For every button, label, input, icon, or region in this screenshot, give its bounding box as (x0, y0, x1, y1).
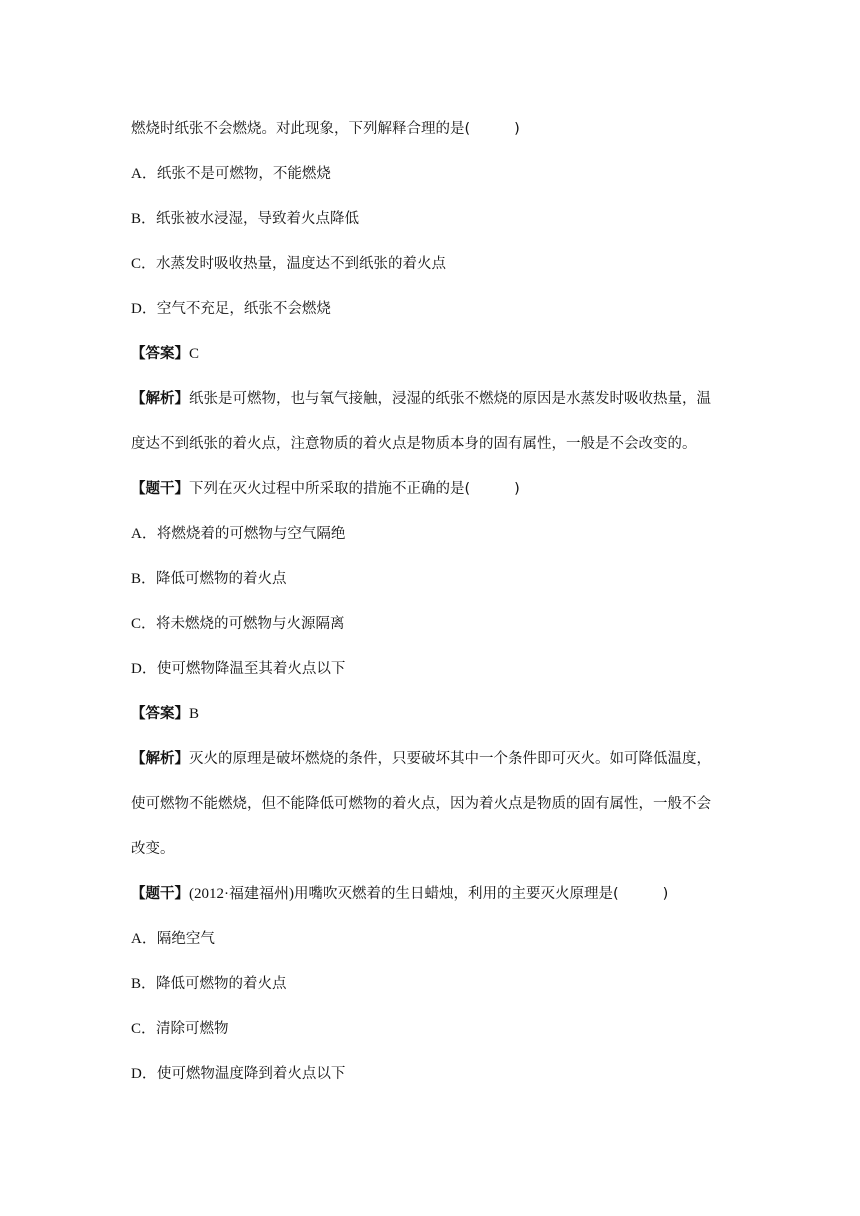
q1-option-d (131, 299, 741, 319)
q2-answer (131, 704, 741, 724)
option-letter: D． (131, 301, 157, 317)
q2-option-d (131, 659, 741, 679)
q1-stem-text: 燃烧时纸张不会燃烧。对此现象，下列解释合理的是( (131, 121, 471, 137)
q2-analysis-line-3 (131, 839, 741, 859)
q1-stem-close: ) (514, 121, 520, 137)
option-letter: B． (131, 976, 157, 992)
analysis-text: 改变。 (131, 841, 175, 857)
q3-stem (131, 884, 741, 904)
q3-option-a (131, 929, 741, 949)
q2-stem (131, 479, 741, 499)
q2-option-b (131, 569, 741, 589)
option-letter: A． (131, 526, 157, 542)
option-letter: A． (131, 931, 157, 947)
option-text: 使可燃物温度降到着火点以下 (156, 1066, 346, 1082)
q1-analysis-line-1 (131, 389, 741, 409)
q2-stem-text: 下列在灭火过程中所采取的措施不正确的是( (189, 481, 471, 497)
analysis-text: 使可燃物不能燃烧，但不能降低可燃物的着火点，因为着火点是物质的固有属性，一般不会 (131, 796, 711, 812)
answer-tag: 【答案】 (131, 346, 189, 362)
analysis-tag: 【解析】 (131, 751, 189, 767)
stem-tag: 【题干】 (131, 886, 189, 902)
q3-option-c (131, 1019, 741, 1039)
option-letter: A． (131, 166, 157, 182)
analysis-text: 度达不到纸张的着火点，注意物质的着火点是物质本身的固有属性，一般是不会改变的。 (131, 436, 697, 452)
option-letter: D． (131, 1066, 157, 1082)
option-text: 将未燃烧的可燃物与火源隔离 (156, 616, 345, 632)
option-text: 清除可燃物 (156, 1021, 229, 1037)
q3-stem-close: ) (662, 886, 669, 902)
analysis-text: 灭火的原理是破坏燃烧的条件，只要破坏其中一个条件即可灭火。如可降低温度， (189, 751, 711, 767)
q3-stem-text: 用嘴吹灭燃着的生日蜡烛，利用的主要灭火原理是( (294, 886, 619, 902)
q1-option-b (131, 209, 741, 229)
q2-analysis-line-2 (131, 794, 741, 814)
option-text: 水蒸发时吸收热量，温度达不到纸张的着火点 (156, 256, 447, 272)
option-letter: C． (131, 256, 157, 272)
q2-analysis-line-1 (131, 749, 741, 769)
answer-value: B (189, 706, 200, 722)
q2-stem-close: ) (514, 481, 520, 497)
analysis-text: 纸张是可燃物，也与氧气接触，浸湿的纸张不燃烧的原因是水蒸发时吸收热量，温 (189, 391, 711, 407)
q2-option-a (131, 524, 741, 544)
q3-option-b (131, 974, 741, 994)
option-text: 将燃烧着的可燃物与空气隔绝 (156, 526, 346, 542)
option-text: 纸张被水浸湿，导致着火点降低 (156, 211, 360, 227)
option-text: 隔绝空气 (156, 931, 215, 947)
stem-tag: 【题干】 (131, 481, 189, 497)
q1-option-c (131, 254, 741, 274)
q1-stem (131, 119, 741, 139)
answer-value: C (189, 346, 200, 362)
option-text: 降低可燃物的着火点 (156, 571, 287, 587)
option-letter: B． (131, 211, 157, 227)
option-letter: B． (131, 571, 157, 587)
q1-option-a (131, 164, 741, 184)
q1-analysis-line-2 (131, 434, 741, 454)
q3-option-d (131, 1064, 741, 1084)
option-text: 空气不充足，纸张不会燃烧 (156, 301, 331, 317)
option-text: 降低可燃物的着火点 (156, 976, 287, 992)
option-letter: D． (131, 661, 157, 677)
option-letter: C． (131, 1021, 157, 1037)
option-letter: C． (131, 616, 157, 632)
option-text: 使可燃物降温至其着火点以下 (156, 661, 346, 677)
option-text: 纸张不是可燃物，不能燃烧 (156, 166, 331, 182)
q2-option-c (131, 614, 741, 634)
q3-source: (2012·福建福州) (189, 886, 294, 902)
analysis-tag: 【解析】 (131, 391, 189, 407)
answer-tag: 【答案】 (131, 706, 189, 722)
q1-answer (131, 344, 741, 364)
